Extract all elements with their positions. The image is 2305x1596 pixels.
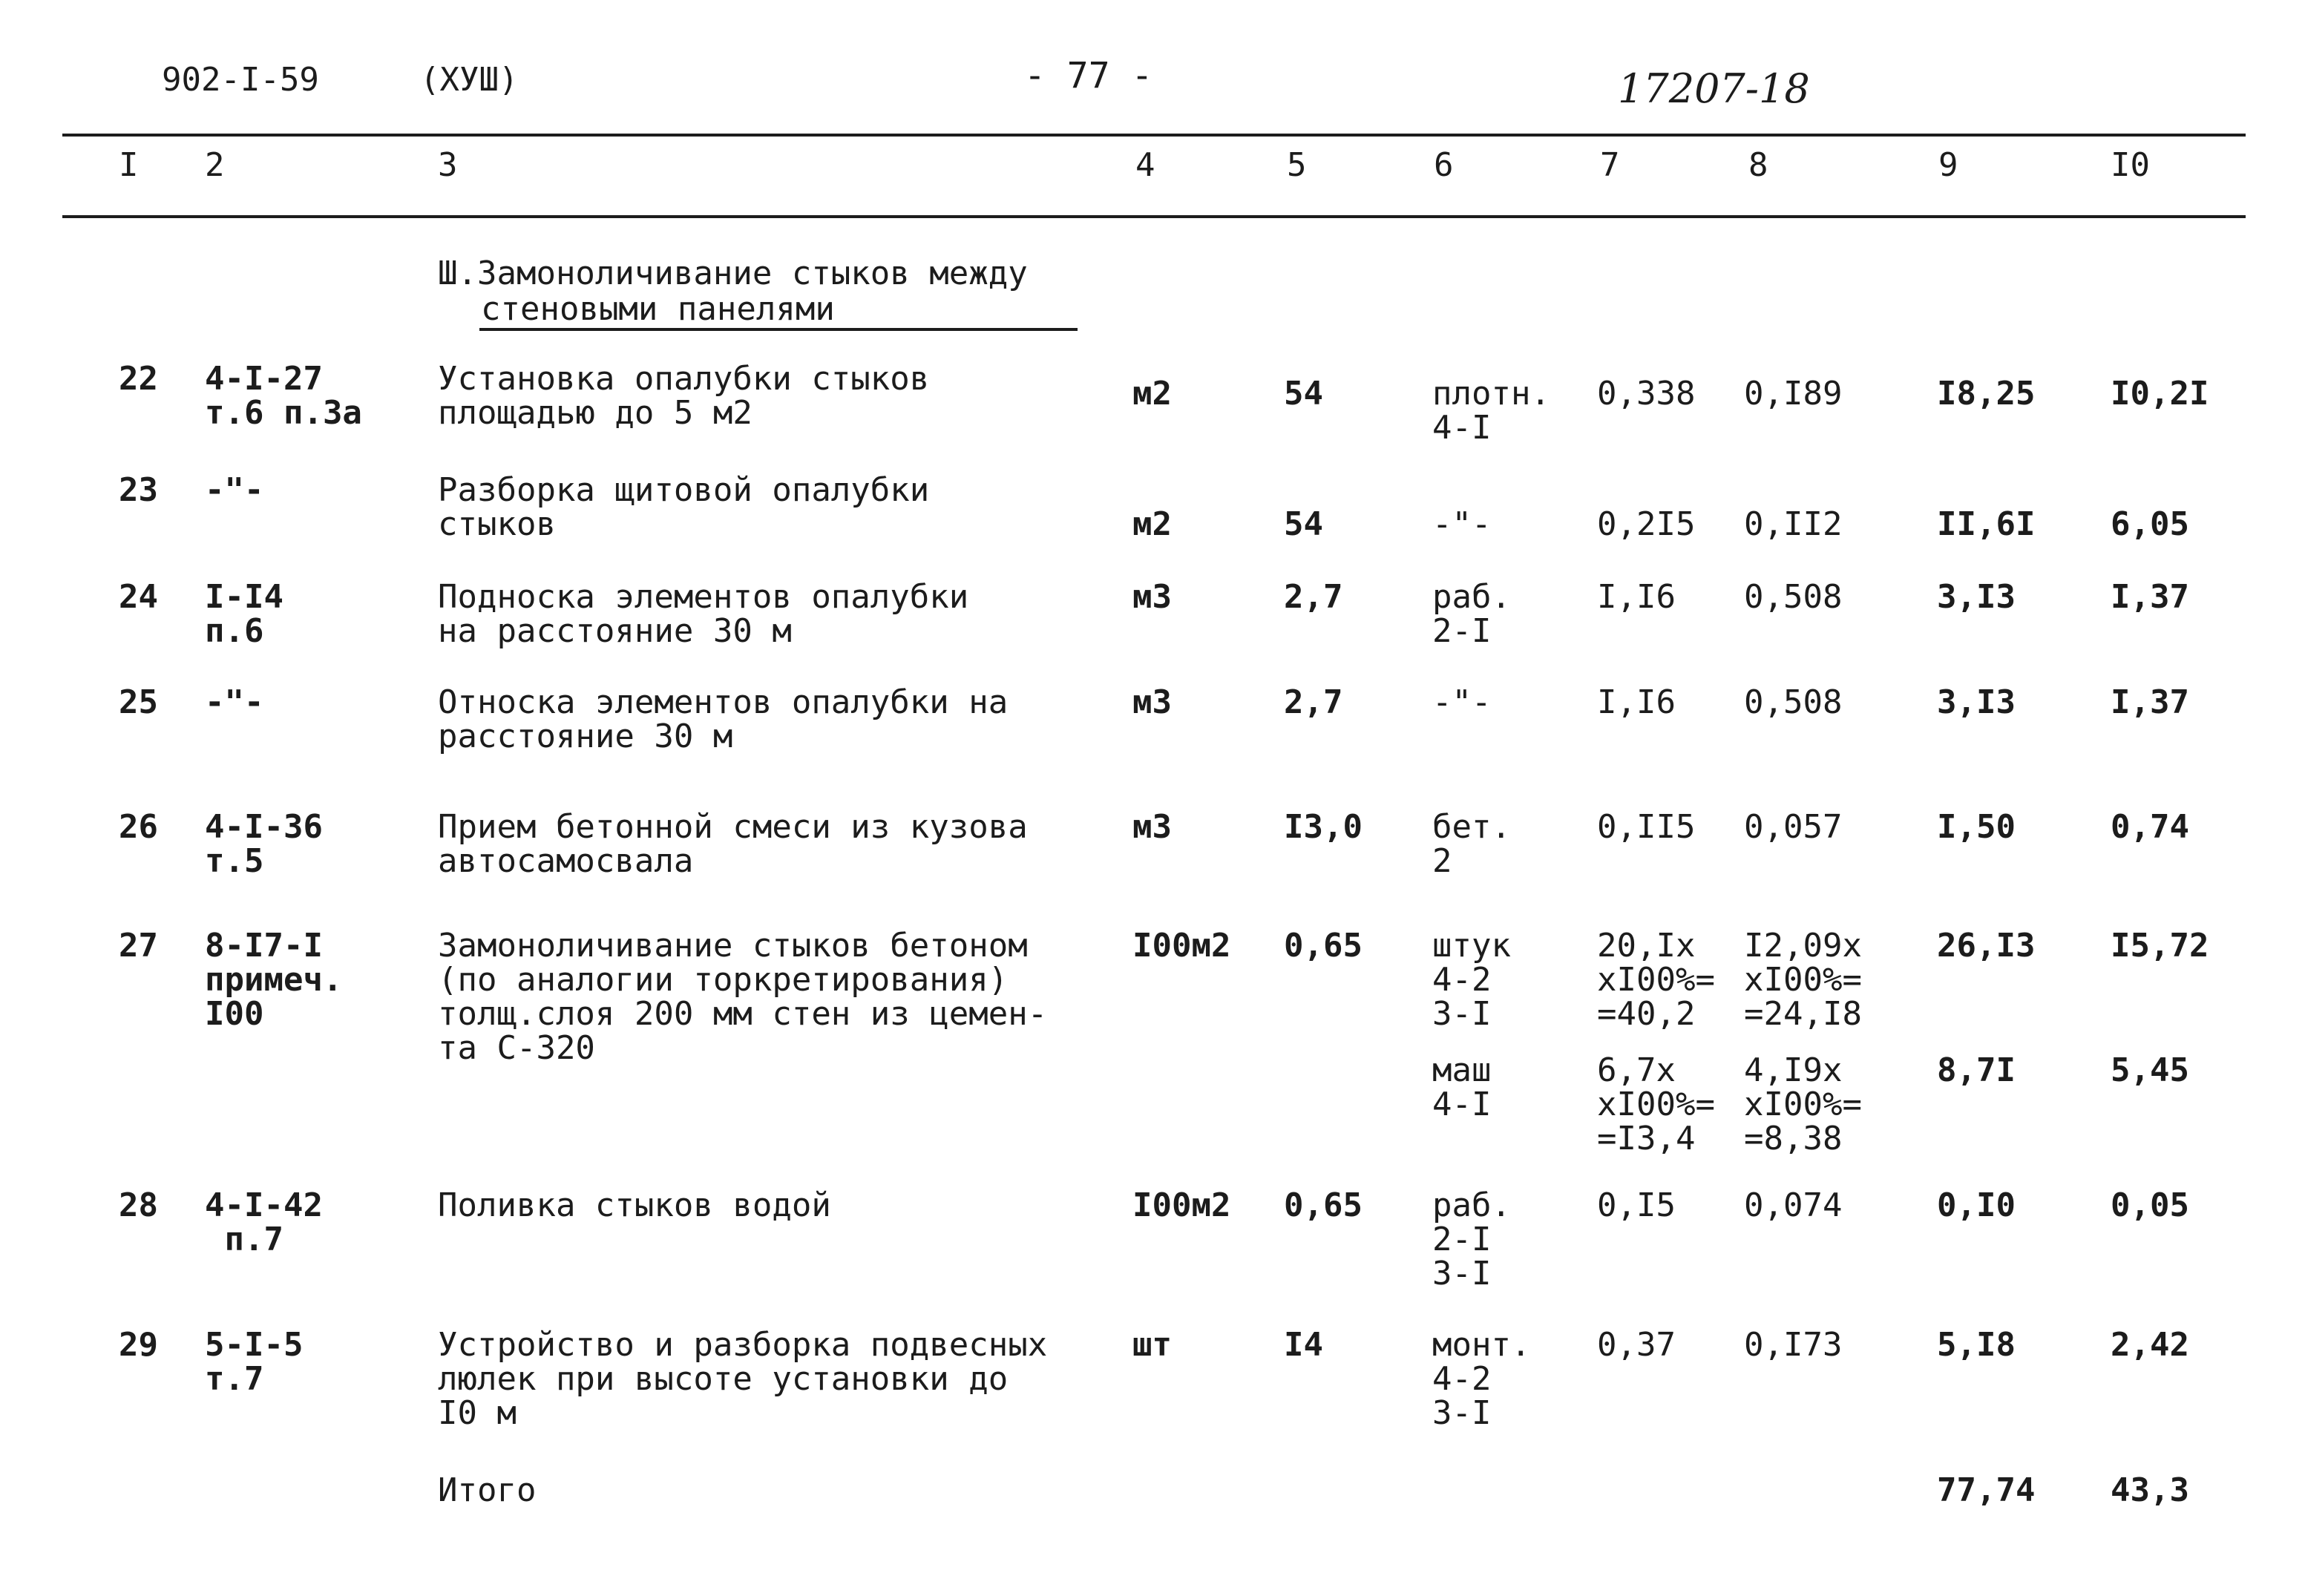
row-25-c7: I,I6 (1597, 683, 1676, 721)
row-27-qty: 0,65 (1284, 927, 1363, 965)
row-24-ref: I-I4 п.6 (205, 578, 283, 650)
row-22-c8: 0,I89 (1744, 375, 1843, 413)
column-header-7: 7 (1600, 146, 1620, 184)
row-22-qty: 54 (1284, 375, 1323, 413)
row-28-desc: Поливка стыков водой (438, 1186, 831, 1224)
row-28-num: 28 (119, 1186, 158, 1224)
row-27-c9: 26,I3 (1937, 927, 2036, 965)
row-22-c7: 0,338 (1597, 375, 1696, 413)
row-27-crew: штук 4-2 3-I (1432, 927, 1511, 1033)
row-28-crew: раб. 2-I 3-I (1432, 1186, 1511, 1293)
row-29-unit: шт (1132, 1326, 1172, 1364)
header-top-rule (62, 134, 2246, 137)
row-29-c10: 2,42 (2111, 1326, 2189, 1364)
section-title-line1: Ш.Замоноличивание стыков между (438, 254, 1028, 292)
row-26-c10: 0,74 (2111, 808, 2189, 846)
row-22-num: 22 (119, 360, 158, 398)
row-27-ref: 8-I7-I примеч. I00 (205, 927, 343, 1033)
row-22-desc: Установка опалубки стыков площадью до 5 м2 (438, 360, 930, 432)
row-25-unit: м3 (1132, 683, 1172, 721)
row-23-ref: -"- (205, 471, 264, 509)
row-29-c7: 0,37 (1597, 1326, 1676, 1364)
row-26-num: 26 (119, 808, 158, 846)
row-26-c8: 0,057 (1744, 808, 1843, 846)
row-26-crew: бет. 2 (1432, 808, 1511, 880)
row-28-c7: 0,I5 (1597, 1186, 1676, 1224)
row-27-b-c7: 6,7х хI00%= =I3,4 (1597, 1051, 1715, 1157)
row-23-c8: 0,II2 (1744, 505, 1843, 543)
row-25-c8: 0,508 (1744, 683, 1843, 721)
column-header-6: 6 (1434, 146, 1454, 184)
row-23-num: 23 (119, 471, 158, 509)
row-24-num: 24 (119, 578, 158, 616)
row-27-unit: I00м2 (1132, 927, 1231, 965)
row-28-unit: I00м2 (1132, 1186, 1231, 1224)
archive-number: 17207-18 (1618, 65, 1810, 112)
row-25-desc: Относка элементов опалубки на расстояние 30 м (438, 683, 1009, 755)
row-24-c8: 0,508 (1744, 578, 1843, 616)
row-25-num: 25 (119, 683, 158, 721)
column-header-4: 4 (1135, 146, 1155, 184)
row-26-qty: I3,0 (1284, 808, 1363, 846)
column-header-1: I (119, 146, 139, 184)
row-29-ref: 5-I-5 т.7 (205, 1326, 304, 1398)
row-22-crew: плотн. 4-I (1432, 375, 1550, 447)
total-col10: 43,3 (2111, 1471, 2189, 1509)
row-24-crew: раб. 2-I (1432, 578, 1511, 650)
row-29-num: 29 (119, 1326, 158, 1364)
column-header-3: 3 (438, 146, 458, 184)
row-27-b-c8: 4,I9х хI00%= =8,38 (1744, 1051, 1862, 1157)
row-23-qty: 54 (1284, 505, 1323, 543)
section-title-underline (479, 328, 1078, 331)
section-title-line2: стеновыми панелями (481, 290, 835, 328)
row-28-c9: 0,I0 (1937, 1186, 2016, 1224)
row-23-c9: II,6I (1937, 505, 2036, 543)
row-25-c10: I,37 (2111, 683, 2189, 721)
section-code: (ХУШ) (420, 61, 519, 99)
page-number: - 77 - (1024, 55, 1153, 96)
row-24-c7: I,I6 (1597, 578, 1676, 616)
row-27-b-c9: 8,7I (1937, 1051, 2016, 1089)
row-23-desc: Разборка щитовой опалубки стыков (438, 471, 930, 543)
total-col9: 77,74 (1937, 1471, 2036, 1509)
row-27-c7: 20,Iх хI00%= =40,2 (1597, 927, 1715, 1033)
row-29-qty: I4 (1284, 1326, 1323, 1364)
row-23-c10: 6,05 (2111, 505, 2189, 543)
row-23-unit: м2 (1132, 505, 1172, 543)
row-29-c9: 5,I8 (1937, 1326, 2016, 1364)
row-28-qty: 0,65 (1284, 1186, 1363, 1224)
row-26-c7: 0,II5 (1597, 808, 1696, 846)
row-24-qty: 2,7 (1284, 578, 1343, 616)
row-28-c10: 0,05 (2111, 1186, 2189, 1224)
header-bottom-rule (62, 215, 2246, 218)
row-29-desc: Устройство и разборка подвесных люлек при высоте установки до I0 м (438, 1326, 1048, 1432)
row-29-c8: 0,I73 (1744, 1326, 1843, 1364)
row-27-num: 27 (119, 927, 158, 965)
row-22-unit: м2 (1132, 375, 1172, 413)
row-25-crew: -"- (1432, 683, 1492, 721)
row-24-c9: 3,I3 (1937, 578, 2016, 616)
row-23-c7: 0,2I5 (1597, 505, 1696, 543)
column-header-10: I0 (2111, 146, 2150, 184)
row-26-ref: 4-I-36 т.5 (205, 808, 323, 880)
row-27-c10: I5,72 (2111, 927, 2209, 965)
doc-code: 902-I-59 (162, 61, 319, 99)
row-27-b-crew: маш 4-I (1432, 1051, 1492, 1123)
row-28-ref: 4-I-42 п.7 (205, 1186, 323, 1258)
row-24-desc: Подноска элементов опалубки на расстояние 30 м (438, 578, 969, 650)
row-22-c10: I0,2I (2111, 375, 2209, 413)
row-27-desc: Замоноличивание стыков бетоном (по аналогии торкретирования) толщ.слоя 200 мм стен из цемен- та С-320 (438, 927, 1048, 1067)
row-25-ref: -"- (205, 683, 264, 721)
row-24-unit: м3 (1132, 578, 1172, 616)
row-29-crew: монт. 4-2 3-I (1432, 1326, 1531, 1432)
row-24-c10: I,37 (2111, 578, 2189, 616)
row-26-unit: м3 (1132, 808, 1172, 846)
row-22-c9: I8,25 (1937, 375, 2036, 413)
column-header-8: 8 (1748, 146, 1768, 184)
row-22-ref: 4-I-27 т.6 п.3а (205, 360, 362, 432)
row-27-c8: I2,09х хI00%= =24,I8 (1744, 927, 1862, 1033)
row-25-qty: 2,7 (1284, 683, 1343, 721)
row-27-b-c10: 5,45 (2111, 1051, 2189, 1089)
total-label: Итого (438, 1471, 537, 1509)
column-header-2: 2 (205, 146, 225, 184)
row-23-crew: -"- (1432, 505, 1492, 543)
column-header-5: 5 (1287, 146, 1307, 184)
row-26-c9: I,50 (1937, 808, 2016, 846)
row-26-desc: Прием бетонной смеси из кузова автосамосвала (438, 808, 1028, 880)
row-28-c8: 0,074 (1744, 1186, 1843, 1224)
column-header-9: 9 (1938, 146, 1958, 184)
row-25-c9: 3,I3 (1937, 683, 2016, 721)
